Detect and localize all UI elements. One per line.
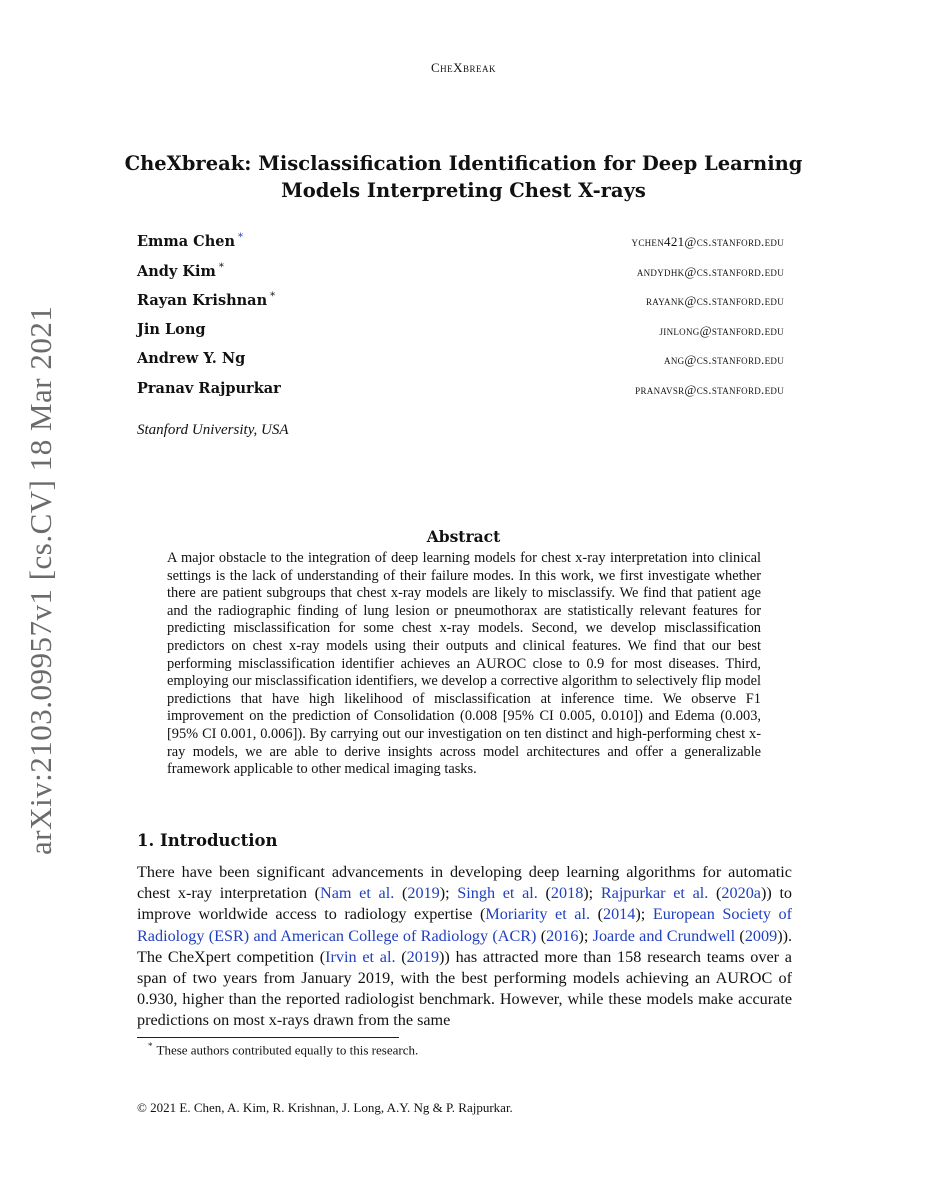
intro-text: ); bbox=[635, 905, 653, 924]
citation-link[interactable]: 2019 bbox=[407, 884, 440, 903]
intro-text: )) to improve worldwide access to radiology expertise ( bbox=[137, 884, 793, 924]
author-list bbox=[137, 228, 792, 405]
author-row bbox=[137, 228, 792, 258]
author-row bbox=[137, 287, 792, 317]
intro-text: ); bbox=[583, 884, 601, 903]
intro-text: ( bbox=[708, 884, 722, 903]
citation-link[interactable]: Rajpurkar et al. bbox=[600, 884, 709, 903]
intro-text: ); bbox=[439, 884, 458, 903]
citation-link[interactable]: 2009 bbox=[744, 926, 778, 945]
author-name: Emma Chen * bbox=[137, 232, 244, 250]
citation-link[interactable]: 2014 bbox=[602, 905, 636, 924]
author-row bbox=[137, 346, 792, 376]
intro-text: ( bbox=[537, 884, 551, 903]
author-email: pranavsr@cs.stanford.edu bbox=[635, 381, 784, 397]
section-heading-introduction: 1. Introduction bbox=[137, 831, 278, 850]
citation-link[interactable]: Nam et al. bbox=[320, 884, 395, 903]
author-row bbox=[137, 258, 792, 288]
affiliation: Stanford University, USA bbox=[137, 422, 289, 438]
footnote-mark: * bbox=[148, 1041, 153, 1051]
citation-link[interactable]: European Society of Radiology (ESR) and American College of Radiology (ACR) bbox=[137, 905, 793, 945]
intro-text: ( bbox=[735, 926, 745, 945]
citation-link[interactable]: 2018 bbox=[550, 884, 584, 903]
arxiv-identifier[interactable]: arXiv:2103.09957v1 [cs.CV] 18 Mar 2021 bbox=[23, 305, 58, 855]
citation-link[interactable]: Joarde and Crundwell bbox=[592, 926, 736, 945]
author-name: Rayan Krishnan * bbox=[137, 291, 276, 309]
author-name: Andy Kim * bbox=[137, 261, 224, 280]
author-row bbox=[137, 317, 792, 347]
citation-link[interactable]: 2020a bbox=[721, 884, 761, 903]
abstract-heading: Abstract bbox=[426, 527, 501, 546]
citation-link[interactable]: Irvin et al. bbox=[325, 947, 396, 966]
intro-text: ( bbox=[394, 884, 408, 903]
intro-text: ( bbox=[395, 947, 407, 966]
author-equal-contrib-mark: * bbox=[218, 261, 224, 273]
author-email: rayank@cs.stanford.edu bbox=[645, 293, 784, 308]
intro-text: There have been significant advancements in developing deep learning algorithms for automatic chest x-ray interpretation ( bbox=[137, 863, 792, 903]
author-name: Jin Long bbox=[137, 320, 206, 338]
copyright-notice: © 2021 E. Chen, A. Kim, R. Krishnan, J. Long, A.Y. Ng & P. Rajpurkar. bbox=[137, 1100, 513, 1115]
introduction-paragraph bbox=[137, 862, 792, 1032]
author-email: jinlong@stanford.edu bbox=[659, 322, 784, 338]
intro-text: )) has attracted more than 158 research teams over a span of two years from January 2019, with the best performing models achieving an AUROC of 0.930, higher than the reported radiologist benchmark. However, while these models make accurate predictions on most x-rays drawn from the same bbox=[137, 947, 792, 1030]
author-email: andydhk@cs.stanford.edu bbox=[636, 263, 784, 279]
author-row bbox=[137, 376, 792, 406]
citation-link[interactable]: Moriarity et al. bbox=[485, 905, 590, 924]
intro-text: ( bbox=[536, 926, 547, 945]
intro-text: )). The CheXpert competition ( bbox=[137, 926, 793, 966]
footnote-text: These authors contributed equally to this research. bbox=[156, 1042, 419, 1058]
author-email: ychen421@cs.stanford.edu bbox=[631, 234, 784, 249]
paper-title: CheXbreak: Misclassification Identification for Deep Learning Models Interpreting Chest X-rays bbox=[124, 152, 803, 202]
running-head: CheXbreak bbox=[430, 60, 497, 75]
author-name: Pranav Rajpurkar bbox=[137, 379, 281, 397]
citation-link[interactable]: Singh et al. bbox=[457, 884, 538, 903]
citation-link[interactable]: 2019 bbox=[406, 947, 440, 966]
author-name: Andrew Y. Ng bbox=[137, 350, 246, 367]
footnote-divider bbox=[137, 1037, 399, 1038]
citation-link[interactable]: 2016 bbox=[546, 926, 579, 945]
abstract-text: A major obstacle to the integration of deep learning models for chest x-ray interpretation into clinical settings is the lack of understanding of their failure modes. In this work, we first investigate whether there are patient subgroups that chest x-ray models are likely to misclassify. We find that patient age and the radiographic finding of lung lesion or pneumothorax are statistically relevant features for predicting misclassification for some chest x-ray models. Second, we develop misclassification predictors on chest x-ray models using their outputs and clinical features. We find that our best performing misclassification identifier achieves an AUROC close to 0.9 for most diseases. Third, employing our misclassification identifiers, we develop a corrective algorithm to selectively flip model predictions that have high likelihood of misclassification at inference time. We observe F1 improvement on the prediction of Consolidation (0.008 [95% CI 0.005, 0.010]) and Edema (0.003, [95% CI 0.001, 0.006]). By carrying out our investigation on ten distinct and high-performing chest x-ray models, we are able to derive insights across model architectures and offer a generalizable framework applicable to other medical imaging tasks. bbox=[167, 550, 761, 778]
author-equal-contrib-mark[interactable]: * bbox=[238, 232, 244, 243]
author-email: ang@cs.stanford.edu bbox=[664, 352, 784, 367]
author-equal-contrib-mark: * bbox=[270, 291, 276, 302]
footnote bbox=[148, 1041, 418, 1058]
intro-text: ( bbox=[590, 905, 603, 924]
intro-text: ); bbox=[578, 926, 593, 945]
